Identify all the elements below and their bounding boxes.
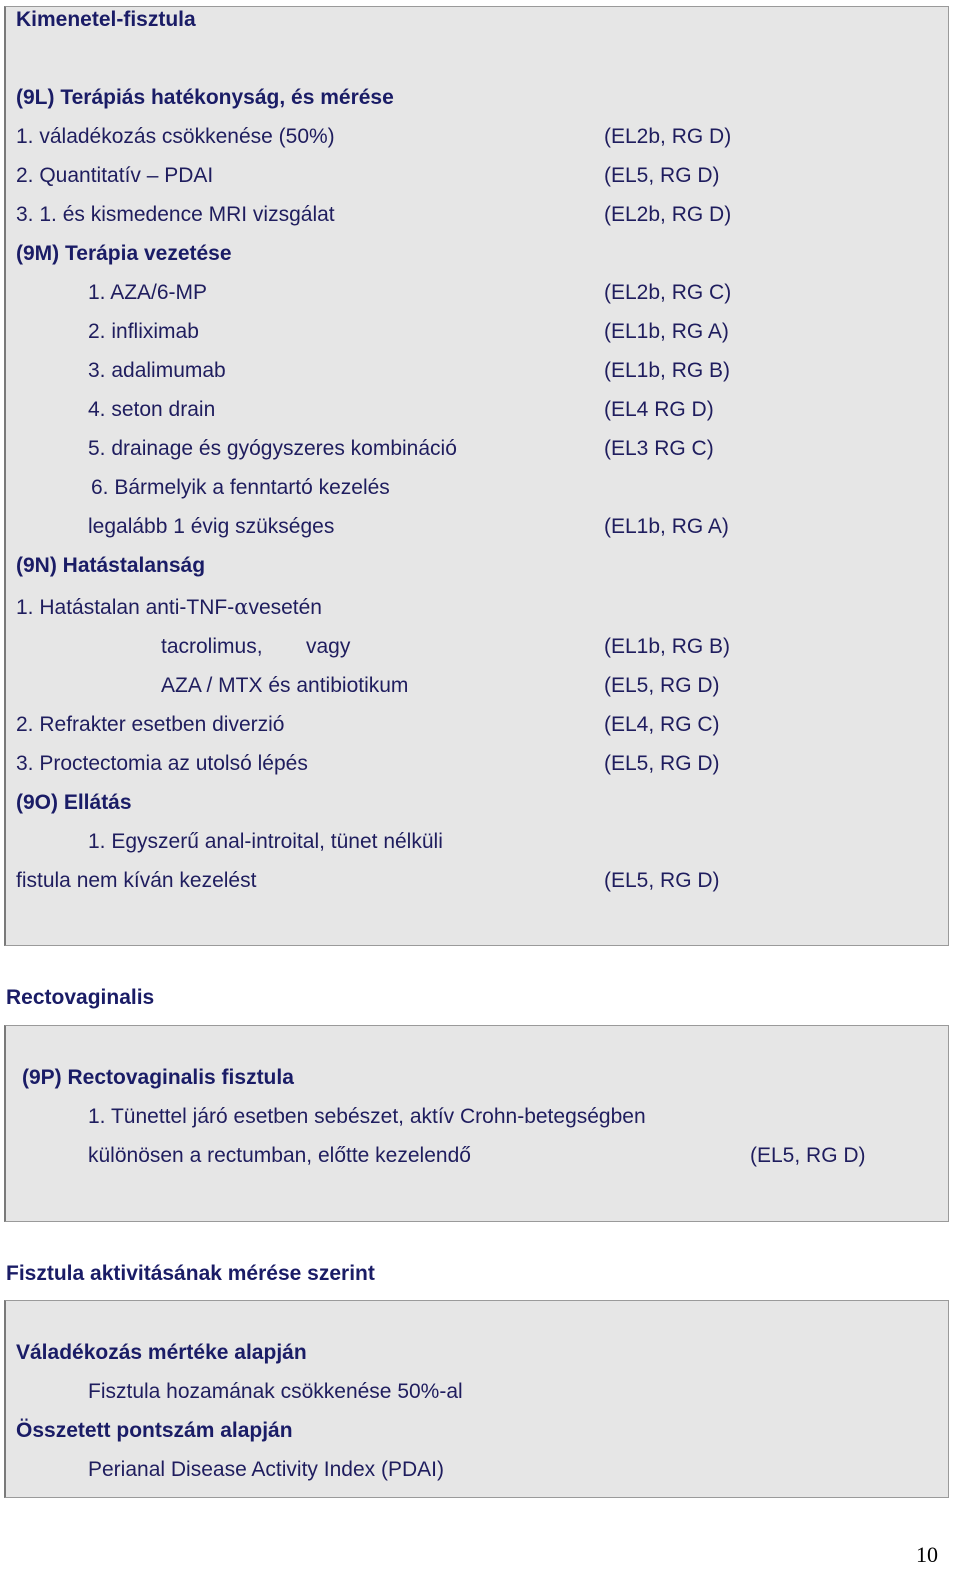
list-item: 3. adalimumab: [88, 359, 226, 382]
subheading-discharge: Váladékozás mértéke alapján: [16, 1341, 307, 1364]
evidence-level: (EL1b, RG B): [604, 359, 731, 382]
section-heading-rectovaginalis: Rectovaginalis: [6, 986, 155, 1009]
page-number: 10: [916, 1542, 938, 1567]
list-item: 3. 1. és kismedence MRI vizsgálat: [16, 203, 335, 226]
body-text: Fisztula hozamának csökkenése 50%-al: [88, 1380, 463, 1403]
evidence-level: (EL5, RG D): [604, 674, 720, 697]
evidence-level: (EL5, RG D): [750, 1144, 866, 1167]
list-item: 4. seton drain: [88, 398, 216, 421]
list-item: 1. váladékozás csökkenése (50%): [16, 125, 335, 148]
list-item: 1. Egyszerű anal-introital, tünet nélküli: [88, 830, 443, 853]
evidence-level: (EL1b, RG A): [604, 320, 729, 343]
list-item: 3. Proctectomia az utolsó lépés: [16, 752, 308, 775]
list-item: 5. drainage és gyógyszeres kombináció: [88, 437, 457, 460]
body-text: Perianal Disease Activity Index (PDAI): [88, 1458, 444, 1481]
evidence-level: (EL5, RG D): [604, 869, 720, 892]
section-9o-title: (9O) Ellátás: [16, 791, 132, 814]
subheading-composite-score: Összetett pontszám alapján: [16, 1419, 293, 1442]
item-text: 1. Hatástalan anti-TNF-: [16, 596, 235, 619]
list-item-continuation: fistula nem kíván kezelést: [16, 869, 257, 892]
box-header: Kimenetel-fisztula: [16, 8, 196, 31]
list-item: 6. Bármelyik a fenntartó kezelés: [91, 476, 390, 499]
evidence-level: (EL2b, RG D): [604, 203, 732, 226]
section-9n-title: (9N) Hatástalanság: [16, 554, 206, 577]
list-item: 1. Tünettel járó esetben sebészet, aktív Crohn-betegségben: [88, 1105, 646, 1128]
sub-item: vagy: [306, 635, 351, 658]
item-text: vesetén: [248, 596, 322, 619]
section-heading-activity: Fisztula aktivitásának mérése szerint: [6, 1262, 375, 1285]
list-item: [16, 593, 322, 622]
list-item: 2. infliximab: [88, 320, 199, 343]
list-item-continuation: különösen a rectumban, előtte kezelendő: [88, 1144, 471, 1167]
evidence-level: (EL5, RG D): [604, 752, 720, 775]
evidence-level: (EL5, RG D): [604, 164, 720, 187]
list-item: 2. Refrakter esetben diverzió: [16, 713, 285, 736]
evidence-level: (EL1b, RG A): [604, 515, 729, 538]
list-item: 1. AZA/6-MP: [88, 281, 208, 304]
alpha-symbol: α: [234, 595, 249, 619]
sub-item: AZA / MTX és antibiotikum: [161, 674, 409, 697]
section-9l-title: (9L) Terápiás hatékonyság, és mérése: [16, 86, 394, 109]
evidence-level: (EL2b, RG D): [604, 125, 732, 148]
section-9m-title: (9M) Terápia vezetése: [16, 242, 232, 265]
list-item-continuation: legalább 1 évig szükséges: [88, 515, 335, 538]
evidence-level: (EL2b, RG C): [604, 281, 732, 304]
evidence-level: (EL1b, RG B): [604, 635, 731, 658]
evidence-level: (EL3 RG C): [604, 437, 714, 460]
evidence-level: (EL4 RG D): [604, 398, 714, 421]
evidence-level: (EL4, RG C): [604, 713, 720, 736]
list-item: 2. Quantitatív – PDAI: [16, 164, 214, 187]
section-9p-title: (9P) Rectovaginalis fisztula: [22, 1066, 294, 1089]
sub-item: tacrolimus,: [161, 635, 263, 658]
